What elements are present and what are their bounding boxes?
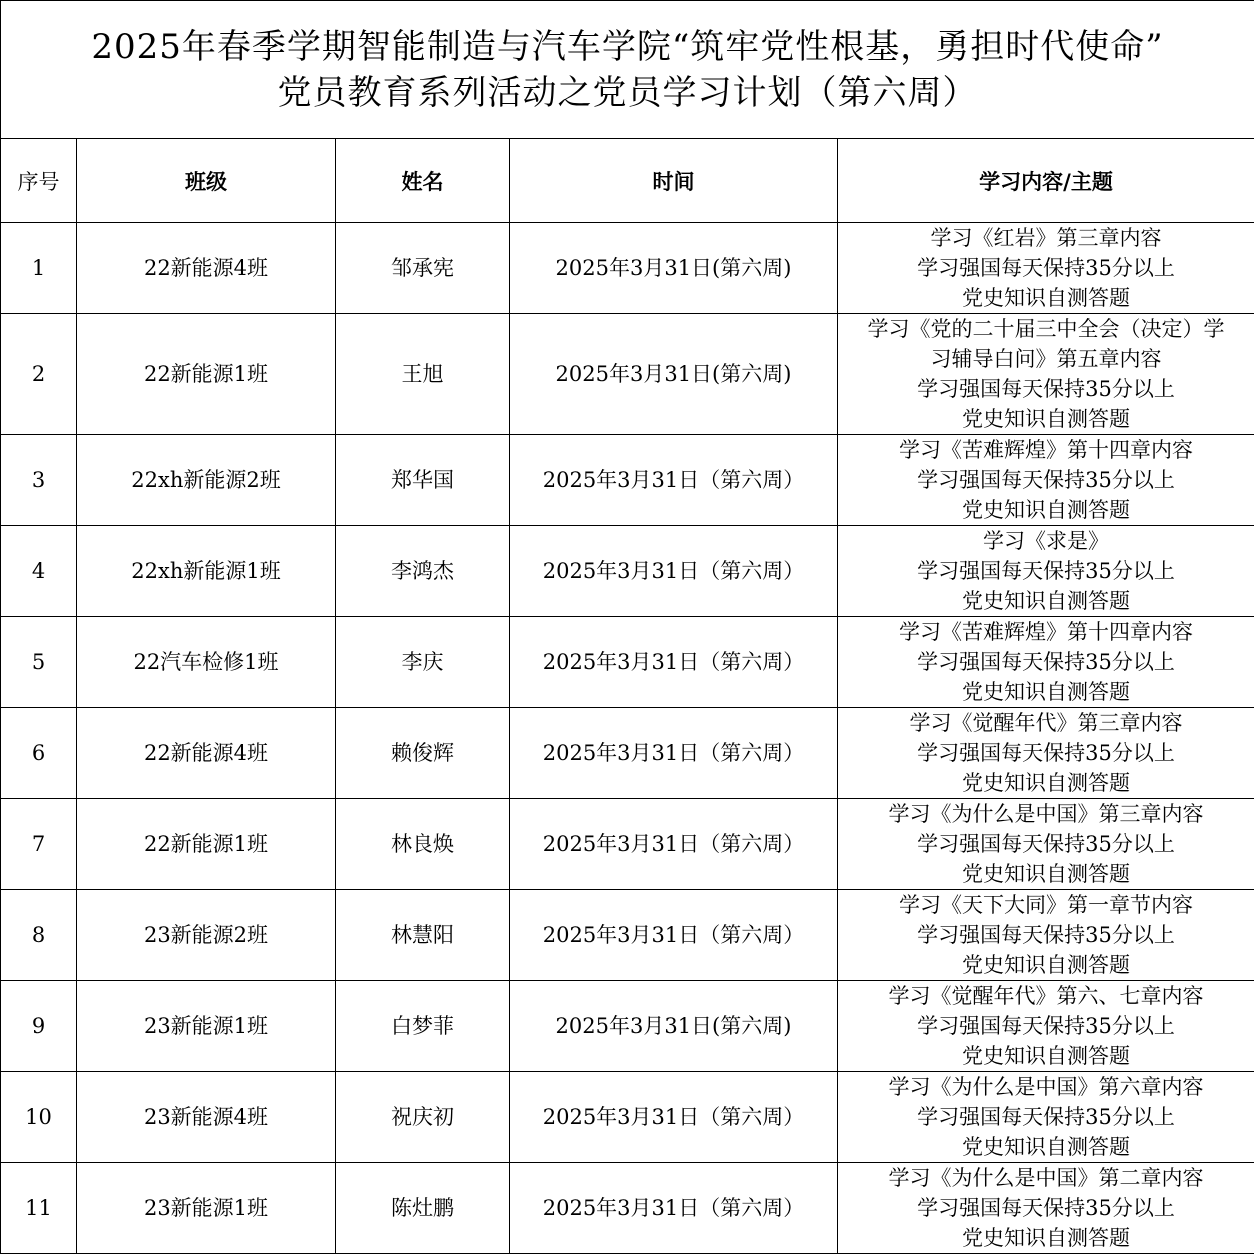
table-row — [1, 1072, 1254, 1163]
content-line: 学习《求是》 — [838, 526, 1254, 556]
cell-seq: 4 — [1, 526, 77, 617]
cell-content — [838, 526, 1254, 617]
cell-time: 2025年3月31日（第六周） — [510, 1072, 838, 1163]
content-line: 学习强国每天保持35分以上 — [838, 920, 1254, 950]
column-header-row — [1, 139, 1254, 223]
table-row — [1, 981, 1254, 1072]
cell-time: 2025年3月31日（第六周） — [510, 890, 838, 981]
cell-seq: 2 — [1, 314, 77, 435]
cell-class: 22新能源4班 — [77, 223, 336, 314]
table-body — [1, 223, 1254, 1254]
cell-name: 郑华国 — [336, 435, 510, 526]
cell-class: 23新能源1班 — [77, 1163, 336, 1254]
content-line: 党史知识自测答题 — [838, 1041, 1254, 1071]
table-row — [1, 314, 1254, 435]
content-line: 学习《为什么是中国》第三章内容 — [838, 799, 1254, 829]
content-line: 学习强国每天保持35分以上 — [838, 647, 1254, 677]
cell-content — [838, 617, 1254, 708]
content-line: 学习《天下大同》第一章节内容 — [838, 890, 1254, 920]
content-line: 党史知识自测答题 — [838, 1132, 1254, 1162]
content-line: 学习强国每天保持35分以上 — [838, 1011, 1254, 1041]
cell-content — [838, 708, 1254, 799]
cell-name: 邹承宪 — [336, 223, 510, 314]
cell-name: 祝庆初 — [336, 1072, 510, 1163]
cell-name: 林慧阳 — [336, 890, 510, 981]
content-line: 学习强国每天保持35分以上 — [838, 738, 1254, 768]
cell-class: 23新能源4班 — [77, 1072, 336, 1163]
header-seq: 序号 — [1, 139, 77, 223]
table-row — [1, 799, 1254, 890]
content-line: 学习《为什么是中国》第六章内容 — [838, 1072, 1254, 1102]
header-time: 时间 — [510, 139, 838, 223]
cell-seq: 11 — [1, 1163, 77, 1254]
cell-name: 白梦菲 — [336, 981, 510, 1072]
cell-name: 李庆 — [336, 617, 510, 708]
cell-content — [838, 435, 1254, 526]
cell-class: 22汽车检修1班 — [77, 617, 336, 708]
title-line-1: 2025年春季学期智能制造与汽车学院“筑牢党性根基，勇担时代使命” — [1, 24, 1254, 70]
cell-content — [838, 1163, 1254, 1254]
content-line: 学习强国每天保持35分以上 — [838, 556, 1254, 586]
cell-seq: 7 — [1, 799, 77, 890]
cell-class: 22xh新能源1班 — [77, 526, 336, 617]
content-line: 学习《党的二十届三中全会（决定）学 — [838, 314, 1254, 344]
content-line: 党史知识自测答题 — [838, 1223, 1254, 1253]
cell-class: 22新能源1班 — [77, 314, 336, 435]
cell-content — [838, 890, 1254, 981]
cell-time: 2025年3月31日（第六周） — [510, 435, 838, 526]
cell-seq: 6 — [1, 708, 77, 799]
content-line: 学习强国每天保持35分以上 — [838, 374, 1254, 404]
content-line: 学习强国每天保持35分以上 — [838, 1193, 1254, 1223]
cell-seq: 5 — [1, 617, 77, 708]
content-line: 党史知识自测答题 — [838, 404, 1254, 434]
table-row — [1, 617, 1254, 708]
content-line: 党史知识自测答题 — [838, 677, 1254, 707]
table-row — [1, 435, 1254, 526]
content-line: 学习《觉醒年代》第六、七章内容 — [838, 981, 1254, 1011]
cell-name: 陈灶鹏 — [336, 1163, 510, 1254]
table-row — [1, 223, 1254, 314]
content-line: 学习强国每天保持35分以上 — [838, 465, 1254, 495]
content-line: 党史知识自测答题 — [838, 495, 1254, 525]
header-name: 姓名 — [336, 139, 510, 223]
cell-time: 2025年3月31日（第六周） — [510, 526, 838, 617]
cell-name: 林良焕 — [336, 799, 510, 890]
cell-class: 22新能源1班 — [77, 799, 336, 890]
cell-name: 王旭 — [336, 314, 510, 435]
content-line: 学习《苦难辉煌》第十四章内容 — [838, 435, 1254, 465]
cell-name: 赖俊辉 — [336, 708, 510, 799]
cell-time: 2025年3月31日（第六周） — [510, 617, 838, 708]
content-line: 党史知识自测答题 — [838, 586, 1254, 616]
document-title — [1, 1, 1254, 139]
content-line: 学习强国每天保持35分以上 — [838, 1102, 1254, 1132]
content-line: 党史知识自测答题 — [838, 950, 1254, 980]
cell-content — [838, 981, 1254, 1072]
cell-class: 22新能源4班 — [77, 708, 336, 799]
table-row — [1, 708, 1254, 799]
cell-seq: 3 — [1, 435, 77, 526]
cell-seq: 9 — [1, 981, 77, 1072]
cell-time: 2025年3月31日(第六周) — [510, 223, 838, 314]
cell-seq: 8 — [1, 890, 77, 981]
header-content: 学习内容/主题 — [838, 139, 1254, 223]
cell-content — [838, 1072, 1254, 1163]
cell-seq: 10 — [1, 1072, 77, 1163]
table-row — [1, 890, 1254, 981]
content-line: 党史知识自测答题 — [838, 768, 1254, 798]
content-line: 党史知识自测答题 — [838, 283, 1254, 313]
content-line: 学习强国每天保持35分以上 — [838, 253, 1254, 283]
cell-content — [838, 799, 1254, 890]
cell-content — [838, 223, 1254, 314]
cell-time: 2025年3月31日(第六周) — [510, 981, 838, 1072]
cell-class: 23新能源2班 — [77, 890, 336, 981]
cell-time: 2025年3月31日（第六周） — [510, 1163, 838, 1254]
cell-name: 李鸿杰 — [336, 526, 510, 617]
content-line: 学习《苦难辉煌》第十四章内容 — [838, 617, 1254, 647]
table-row — [1, 1163, 1254, 1254]
cell-class: 23新能源1班 — [77, 981, 336, 1072]
content-line: 学习《红岩》第三章内容 — [838, 223, 1254, 253]
cell-time: 2025年3月31日(第六周) — [510, 314, 838, 435]
title-line-2: 党员教育系列活动之党员学习计划（第六周） — [1, 70, 1254, 116]
content-line: 学习强国每天保持35分以上 — [838, 829, 1254, 859]
content-line: 学习《为什么是中国》第二章内容 — [838, 1163, 1254, 1193]
cell-seq: 1 — [1, 223, 77, 314]
content-line: 党史知识自测答题 — [838, 859, 1254, 889]
cell-class: 22xh新能源2班 — [77, 435, 336, 526]
cell-time: 2025年3月31日（第六周） — [510, 708, 838, 799]
table-row — [1, 526, 1254, 617]
cell-time: 2025年3月31日（第六周） — [510, 799, 838, 890]
content-line: 学习《觉醒年代》第三章内容 — [838, 708, 1254, 738]
title-row — [1, 1, 1254, 139]
cell-content — [838, 314, 1254, 435]
content-line: 习辅导白问》第五章内容 — [838, 344, 1254, 374]
header-class: 班级 — [77, 139, 336, 223]
